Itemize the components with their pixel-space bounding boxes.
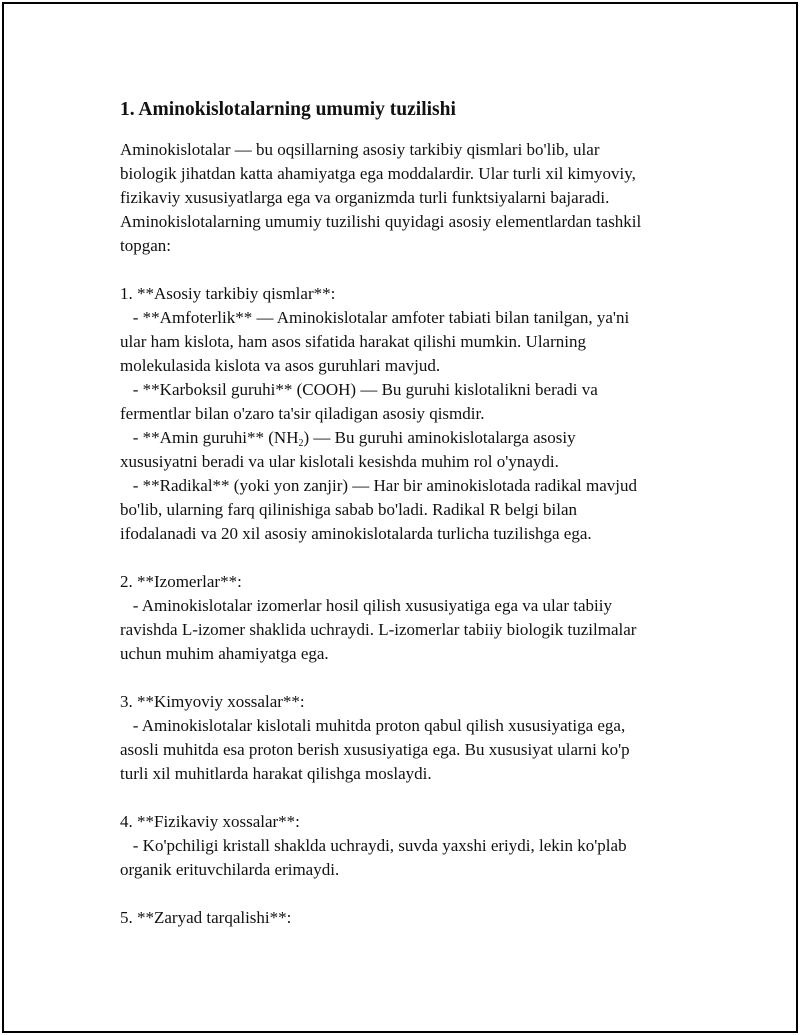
section-line: - Aminokislotalar izomerlar hosil qilish xususiyatiga ega va ular tabiiy [120, 596, 612, 615]
section-isomers [120, 570, 690, 666]
section-line: xususiyatni beradi va ular kislotali kesishda muhim rol o'ynaydi. [120, 452, 559, 471]
spacer [120, 258, 690, 282]
section-line: - Ko'pchiligi kristall shaklda uchraydi, suvda yaxshi eriydi, lekin ko'plab [120, 836, 627, 855]
amin-prefix: - **Amin guruhi** (NH [120, 428, 299, 447]
section-line: turli xil muhitlarda harakat qilishga moslaydi. [120, 764, 432, 783]
section-line: uchun muhim ahamiyatga ega. [120, 644, 329, 663]
document-body [120, 138, 690, 930]
section-line: ifodalanadi va 20 xil asosiy aminokislotalarda turlicha tuzilishga ega. [120, 524, 592, 543]
amin-group-line [120, 426, 690, 450]
document-content [120, 98, 690, 930]
section-line: organik erituvchilarda erimaydi. [120, 860, 340, 879]
section-title: 3. **Kimyoviy xossalar**: [120, 692, 305, 711]
spacer [120, 546, 690, 570]
amin-suffix: ) — Bu guruhi aminokislotalarga asosiy [303, 428, 576, 447]
section-line: ular ham kislota, ham asos sifatida harakat qilishi mumkin. Ularning [120, 332, 586, 351]
intro-line: biologik jihatdan katta ahamiyatga ega moddalardir. Ular turli xil kimyoviy, [120, 164, 636, 183]
section-title: 2. **Izomerlar**: [120, 572, 242, 591]
spacer [120, 882, 690, 906]
section-line: - **Amfoterlik** — Aminokislotalar amfoter tabiati bilan tanilgan, ya'ni [120, 308, 630, 327]
intro-line: Aminokislotalar — bu oqsillarning asosiy tarkibiy qismlari bo'lib, ular [120, 140, 600, 159]
section-title: 1. **Asosiy tarkibiy qismlar**: [120, 284, 336, 303]
intro-line: topgan: [120, 236, 171, 255]
spacer [120, 786, 690, 810]
subscript: 2 [298, 438, 304, 449]
section-physical [120, 810, 690, 882]
section-line: - **Radikal** (yoki yon zanjir) — Har bir aminokislotada radikal mavjud [120, 476, 637, 495]
section-line: fermentlar bilan o'zaro ta'sir qiladigan asosiy qismdir. [120, 404, 485, 423]
intro-line: fizikaviy xususiyatlarga ega va organizmda turli funktsiyalarni bajaradi. [120, 188, 610, 207]
section-line: - Aminokislotalar kislotali muhitda proton qabul qilish xususiyatiga ega, [120, 716, 626, 735]
page-frame [2, 2, 798, 1033]
section-line: molekulasida kislota va asos guruhlari mavjud. [120, 356, 441, 375]
intro-paragraph [120, 138, 690, 258]
section-line: - **Karboksil guruhi** (COOH) — Bu guruhi kislotalikni beradi va [120, 380, 598, 399]
section-title: 5. **Zaryad tarqalishi**: [120, 908, 292, 927]
section-line: ravishda L-izomer shaklida uchraydi. L-izomerlar tabiiy biologik tuzilmalar [120, 620, 637, 639]
section-line: asosli muhitda esa proton berish xususiyatiga ega. Bu xususiyat ularni ko'p [120, 740, 630, 759]
page-title: 1. Aminokislotalarning umumiy tuzilishi [120, 99, 456, 120]
spacer [120, 666, 690, 690]
intro-line: Aminokislotalarning umumiy tuzilishi quyidagi asosiy elementlardan tashkil [120, 212, 642, 231]
section-line: bo'lib, ularning farq qilinishiga sabab bo'ladi. Radikal R belgi bilan [120, 500, 578, 519]
section-chemical [120, 690, 690, 786]
section-charge [120, 906, 690, 930]
section-structure [120, 282, 690, 546]
section-title: 4. **Fizikaviy xossalar**: [120, 812, 300, 831]
